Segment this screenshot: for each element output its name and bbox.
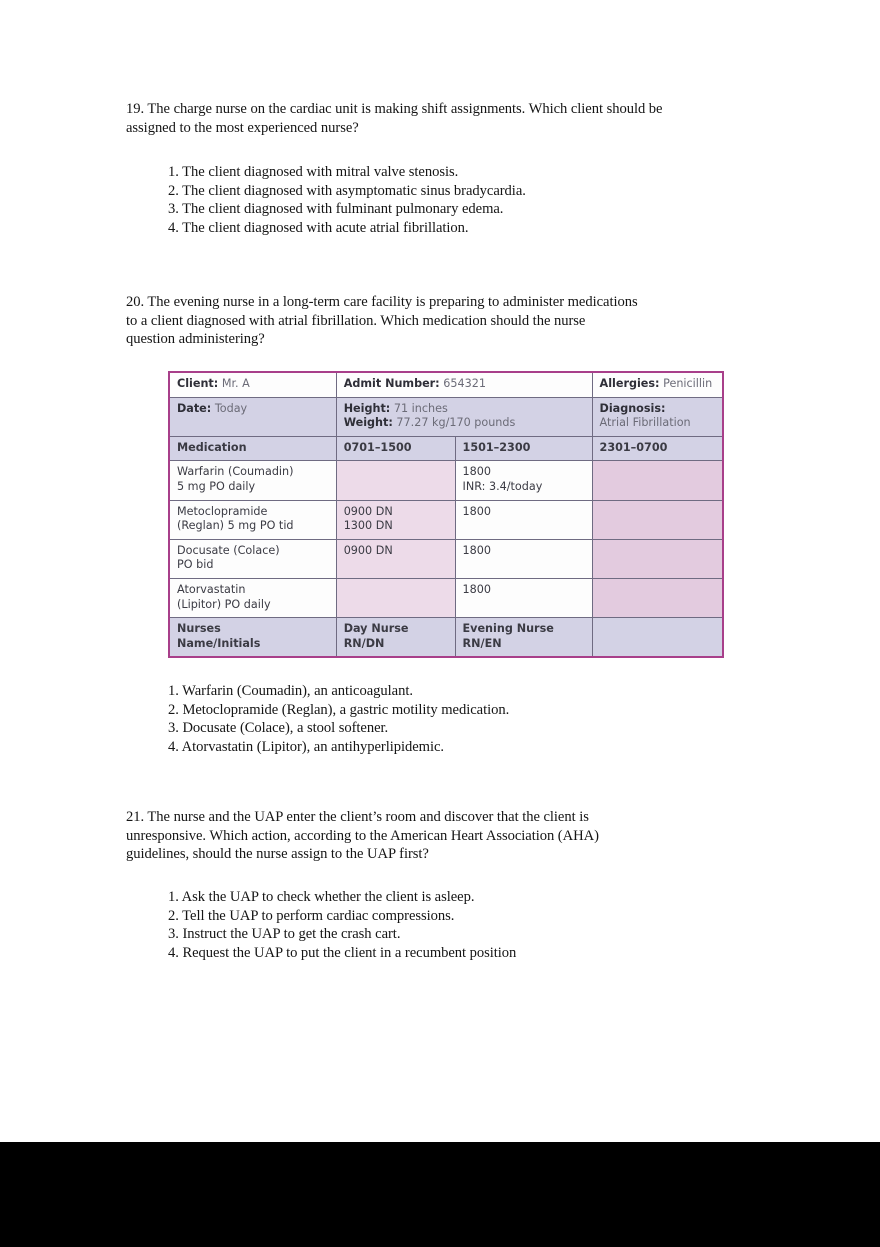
cell-warfarin-shift-1501 [455, 461, 592, 500]
question-20-stem-line-3: question administering? [126, 331, 265, 348]
medication-administration-record-table-wrapper [168, 371, 724, 658]
date-label: Date: [177, 401, 212, 415]
question-20-option-4[interactable]: 4. Atorvastatin (Lipitor), an antihyperlipidemic. [168, 738, 444, 755]
question-19-option-4[interactable]: 4. The client diagnosed with acute atrial fibrillation. [168, 219, 469, 236]
question-20-option-2[interactable]: 2. Metoclopramide (Reglan), a gastric motility medication. [168, 701, 510, 718]
cell-admit-number [336, 372, 592, 397]
medication-name-line-2: (Reglan) 5 mg PO tid [177, 519, 294, 533]
page-content [126, 100, 726, 962]
table-row-medication-metoclopramide [169, 500, 723, 539]
cell-metoclopramide-shift-2301 [592, 500, 723, 539]
cell-nurses-label [169, 618, 336, 658]
cell-diagnosis [592, 397, 723, 436]
cell-atorvastatin-shift-2301 [592, 578, 723, 617]
medication-name-line-1: Atorvastatin [177, 582, 246, 596]
day-nurse-line-1: Day Nurse RN/DN [343, 622, 409, 650]
question-19-stem-line-2: assigned to the most experienced nurse? [126, 119, 359, 136]
question-19-option-1[interactable]: 1. The client diagnosed with mitral valve stenosis. [168, 164, 459, 181]
docusate-1501-line-1: 1800 [462, 543, 492, 557]
question-21-stem [126, 808, 726, 864]
table-row-medication-atorvastatin [169, 578, 723, 617]
nurses-label-line-2: Name/Initials [177, 636, 261, 650]
cell-medication-name-docusate [169, 539, 336, 578]
column-header-shift-0701-1500: 0701–1500 [336, 436, 455, 461]
question-20-stem-line-1: 20. The evening nurse in a long-term care facility is preparing to administer medications [126, 294, 638, 311]
height-label: Height: [343, 401, 391, 415]
table-row-medication-warfarin [169, 461, 723, 500]
diagnosis-label: Diagnosis: [599, 401, 666, 415]
table-row-nurses-signatures [169, 618, 723, 658]
question-20 [126, 293, 726, 756]
medication-name-line-2: PO bid [177, 558, 214, 572]
question-20-option-1[interactable]: 1. Warfarin (Coumadin), an anticoagulant. [168, 683, 413, 700]
medication-name-line-1: Metoclopramide [177, 504, 268, 518]
atorvastatin-1501-line-1: 1800 [462, 582, 492, 596]
question-19 [126, 100, 726, 237]
cell-metoclopramide-shift-0701 [336, 500, 455, 539]
medication-name-line-2: 5 mg PO daily [177, 479, 256, 493]
cell-warfarin-shift-0701 [336, 461, 455, 500]
question-19-options [168, 163, 726, 237]
question-21-stem-line-2: unresponsive. Which action, according to the American Heart Association (AHA) [126, 827, 599, 844]
cell-medication-name-atorvastatin [169, 578, 336, 617]
question-20-stem [126, 293, 726, 349]
table-row-client-info [169, 372, 723, 397]
cell-night-nurse [592, 618, 723, 658]
medication-name-line-1: Warfarin (Coumadin) [177, 465, 294, 479]
nurses-label-line-1: Nurses [177, 622, 221, 636]
height-value: 71 inches [393, 401, 448, 415]
question-21-options [168, 888, 726, 962]
admit-number-value: 654321 [443, 376, 486, 390]
question-20-options [168, 682, 726, 756]
question-21-option-4[interactable]: 4. Request the UAP to put the client in a recumbent position [168, 944, 517, 961]
table-row-date-vitals [169, 397, 723, 436]
metoclopramide-0701-line-1: 0900 DN [343, 504, 393, 518]
question-21 [126, 808, 726, 962]
date-value: Today [214, 401, 248, 415]
medication-name-line-1: Docusate (Colace) [177, 543, 280, 557]
client-label: Client: [177, 376, 219, 390]
height-line [344, 402, 585, 417]
medication-administration-record-table [168, 371, 724, 658]
cell-allergies [592, 372, 723, 397]
table-row-medication-docusate [169, 539, 723, 578]
question-19-stem [126, 100, 726, 137]
evening-nurse-line-1: Evening Nurse [462, 622, 554, 636]
question-20-stem-line-2: to a client diagnosed with atrial fibrillation. Which medication should the nurse [126, 312, 586, 329]
cell-medication-name-warfarin [169, 461, 336, 500]
question-21-option-2[interactable]: 2. Tell the UAP to perform cardiac compressions. [168, 907, 455, 924]
metoclopramide-0701-line-2: 1300 DN [343, 519, 393, 533]
cell-day-nurse [336, 618, 455, 658]
cell-metoclopramide-shift-1501 [455, 500, 592, 539]
cell-docusate-shift-0701 [336, 539, 455, 578]
cell-atorvastatin-shift-0701 [336, 578, 455, 617]
weight-label: Weight: [343, 416, 393, 430]
question-19-option-3[interactable]: 3. The client diagnosed with fulminant pulmonary edema. [168, 201, 504, 218]
cell-date [169, 397, 336, 436]
cell-medication-name-metoclopramide [169, 500, 336, 539]
table-row-column-headers [169, 436, 723, 461]
column-header-shift-1501-2300: 1501–2300 [455, 436, 592, 461]
question-21-option-1[interactable]: 1. Ask the UAP to check whether the client is asleep. [168, 889, 475, 906]
question-19-option-2[interactable]: 2. The client diagnosed with asymptomatic sinus bradycardia. [168, 182, 526, 199]
client-value: Mr. A [221, 376, 250, 390]
question-21-option-3[interactable]: 3. Instruct the UAP to get the crash cart. [168, 926, 401, 943]
cell-client [169, 372, 336, 397]
docusate-0701-line-1: 0900 DN [343, 543, 393, 557]
weight-line [344, 416, 585, 431]
medication-name-line-2: (Lipitor) PO daily [177, 597, 271, 611]
cell-warfarin-shift-2301 [592, 461, 723, 500]
admit-number-label: Admit Number: [343, 376, 440, 390]
diagnosis-value: Atrial Fibrillation [599, 416, 691, 430]
warfarin-1501-line-1: 1800 [462, 465, 492, 479]
bottom-black-bar [0, 1142, 880, 1247]
question-19-stem-line-1: 19. The charge nurse on the cardiac unit is making shift assignments. Which client should be [126, 101, 663, 117]
cell-docusate-shift-2301 [592, 539, 723, 578]
evening-nurse-line-2: RN/EN [462, 636, 502, 650]
column-header-medication: Medication [169, 436, 336, 461]
allergies-value: Penicillin [663, 376, 713, 390]
cell-docusate-shift-1501 [455, 539, 592, 578]
cell-height-weight [336, 397, 592, 436]
allergies-label: Allergies: [599, 376, 660, 390]
question-20-option-3[interactable]: 3. Docusate (Colace), a stool softener. [168, 720, 389, 737]
weight-value: 77.27 kg/170 pounds [396, 416, 516, 430]
question-21-stem-line-1: 21. The nurse and the UAP enter the client’s room and discover that the client is [126, 809, 589, 826]
question-21-stem-line-3: guidelines, should the nurse assign to the UAP first? [126, 846, 429, 863]
cell-atorvastatin-shift-1501 [455, 578, 592, 617]
column-header-shift-2301-0700: 2301–0700 [592, 436, 723, 461]
cell-evening-nurse [455, 618, 592, 658]
metoclopramide-1501-line-1: 1800 [462, 504, 492, 518]
warfarin-1501-line-2: INR: 3.4/today [462, 479, 543, 493]
